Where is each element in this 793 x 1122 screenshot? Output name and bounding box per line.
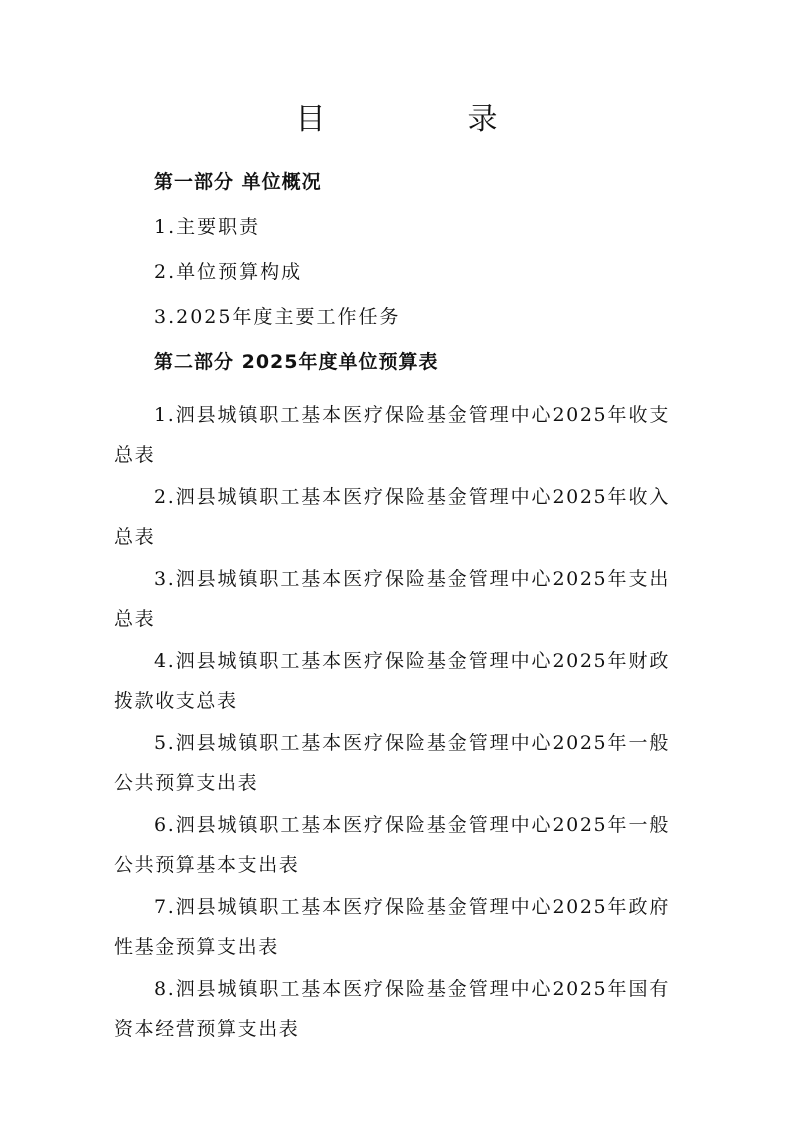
toc-item-table-2: 2.泗县城镇职工基本医疗保险基金管理中心2025年收入总表 <box>114 486 670 548</box>
table-of-contents <box>114 170 670 1051</box>
toc-item-table-4: 4.泗县城镇职工基本医疗保险基金管理中心2025年财政拨款收支总表 <box>114 650 670 712</box>
toc-item-table-1: 1.泗县城镇职工基本医疗保险基金管理中心2025年收支总表 <box>114 404 670 466</box>
toc-item-table-3: 3.泗县城镇职工基本医疗保险基金管理中心2025年支出总表 <box>114 568 670 630</box>
section-heading-part-two: 第二部分 2025年度单位预算表 <box>154 351 439 373</box>
section-heading-part-one: 第一部分 单位概况 <box>154 171 322 193</box>
toc-item-table-8: 8.泗县城镇职工基本医疗保险基金管理中心2025年国有资本经营预算支出表 <box>114 978 670 1040</box>
toc-item-work-tasks: 3.2025年度主要工作任务 <box>154 306 401 328</box>
toc-item-budget-composition: 2.单位预算构成 <box>154 261 303 283</box>
toc-item-table-7: 7.泗县城镇职工基本医疗保险基金管理中心2025年政府性基金预算支出表 <box>114 896 670 958</box>
toc-item-table-5: 5.泗县城镇职工基本医疗保险基金管理中心2025年一般公共预算支出表 <box>114 732 670 794</box>
page-title: 目 录 <box>295 102 554 137</box>
toc-item-main-duties: 1.主要职责 <box>154 216 261 238</box>
toc-item-table-6: 6.泗县城镇职工基本医疗保险基金管理中心2025年一般公共预算基本支出表 <box>114 814 670 876</box>
